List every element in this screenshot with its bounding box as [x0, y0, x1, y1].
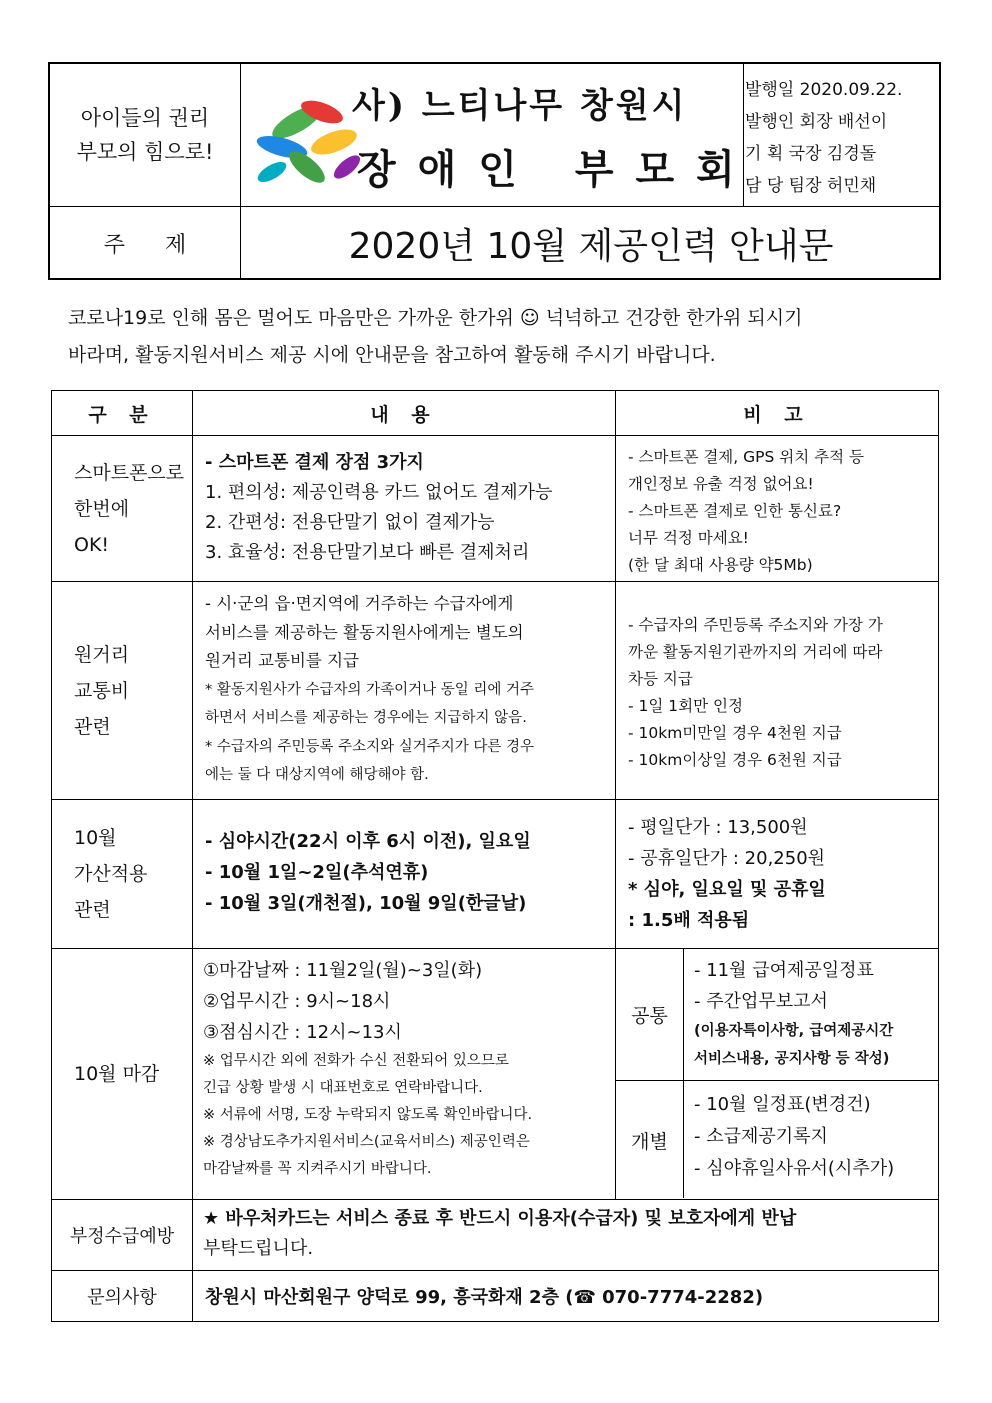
smartphone-note: - 스마트폰 결제, GPS 위치 추적 등 개인정보 유출 걱정 없어요! - 스마트폰 결제로 인한 통신료? 너무 걱정 마세요! (한 달 최대 사용량 약5Mb): [628, 448, 864, 574]
slogan-line2: 부모의 힘으로!: [76, 140, 214, 164]
individual-docs: - 10월 일정표(변경건) - 소급제공기록지 - 심야휴일사유서(시추가): [694, 1094, 895, 1179]
organization-block: [242, 64, 757, 206]
publisher: 발행인 회장 배선이: [745, 112, 888, 132]
smartphone-content: - 스마트폰 결제 장점 3가지 1. 편의성: 제공인력용 카드 없어도 결제가능 2. 간편성: 전용단말기 없이 결제가능 3. 효율성: 전용단말기보다 빠른 결제처리: [205, 452, 553, 563]
intro-paragraph: [68, 300, 928, 374]
publication-info: [745, 74, 941, 202]
contact-address: 창원시 마산회원구 양덕로 99, 흥국화재 2층 (☎ 070-7774-2282): [205, 1287, 764, 1308]
header-content: 내 용: [370, 403, 438, 426]
surcharge-content: - 심야시간(22시 이후 6시 이전), 일요일 - 10월 1일~2일(추석연휴) - 10월 3일(개천절), 10월 9일(한글날): [205, 831, 531, 914]
row-label-surcharge: 10월 가산적용 관련: [74, 827, 148, 921]
surcharge-note: - 평일단가 : 13,500원 - 공휴일단가 : 20,250원 * 심야, 일요일 및 공휴일 : 1.5배 적용됨: [628, 817, 826, 931]
page-title: 2020년 10월 제공인력 안내문: [348, 226, 834, 267]
newsletter-header: [48, 62, 941, 280]
row-label-distance: 원거리 교통비 관련: [74, 643, 130, 738]
info-table: [51, 390, 939, 1322]
planner: 기 획 국장 김경돌: [745, 144, 877, 164]
slogan: [50, 64, 240, 206]
individual-label: 개별: [631, 1130, 668, 1153]
common-docs: - 11월 급여제공일정표 - 주간업무보고서 (이용자특이사항, 급여제공시간 서비스내용, 공지사항 등 작성): [694, 960, 894, 1067]
publish-date: 발행일 2020.09.22.: [745, 80, 903, 100]
distance-note: - 수급자의 주민등록 주소지와 가장 가 까운 활동지원기관까지의 거리에 따라 차등 지급 - 1일 1회만 인정 - 10km미만일 경우 4천원 지급 - 10km이상일 경우 6천원 지급: [628, 616, 883, 769]
row-label-fraud: 부정수급예방: [69, 1226, 175, 1247]
distance-content: - 시·군의 읍·면지역에 거주하는 수급자에게 서비스를 제공하는 활동지원사에게는 별도의 원거리 교통비를 지급 * 활동지원사가 수급자의 가족이거나 동일 리에 거주 하면서 서비스를 제공하는 경우에는 지급하지 않음. * 수급자의 주민등록 주소지와 실거주지가 다른 경우 에는 둘 다 대상지역에 해당해야 함.: [205, 594, 535, 783]
header-note: 비 고: [743, 403, 811, 426]
org-name-line2: 장애인 부모회: [357, 146, 757, 193]
fraud-content: ★ 바우처카드는 서비스 종료 후 반드시 이용자(수급자) 및 보호자에게 반납 부탁드립니다.: [203, 1208, 797, 1259]
row-label-smartphone: 스마트폰으로 한번에 OK!: [74, 461, 185, 556]
slogan-line1: 아이들의 권리: [80, 106, 210, 130]
deadline-content: ①마감날짜 : 11월2일(월)~3일(화) ②업무시간 : 9시~18시 ③점심시간 : 12시~13시 ※ 업무시간 외에 전화가 수신 전환되어 있으므로 긴급 상황 발생 시 대표번호로 연락바랍니다. ※ 서류에 서명, 도장 누락되지 않도록 확인바랍니다. ※ 경상남도추가지원서비스(교육서비스) 제공인력은 마감날짜를 꼭 지켜주시기 바랍니다.: [203, 960, 533, 1177]
header-category: 구 분: [88, 403, 156, 426]
intro-line2: 바라며, 활동지원서비스 제공 시에 안내문을 참고하여 활동해 주시기 바랍니다.: [68, 344, 716, 366]
manager: 담 당 팀장 허민채: [745, 176, 877, 196]
common-label: 공통: [631, 1005, 668, 1027]
topic-label: 주제: [103, 233, 227, 258]
row-label-contact: 문의사항: [87, 1287, 157, 1308]
row-label-deadline: 10월 마감: [74, 1063, 160, 1085]
org-name-line1: 사) 느티나무 창원시: [352, 86, 688, 126]
intro-line1: 코로나19로 인해 몸은 멀어도 마음만은 가까운 한가위 ☺ 넉넉하고 건강한 한가위 되시기: [68, 307, 803, 329]
